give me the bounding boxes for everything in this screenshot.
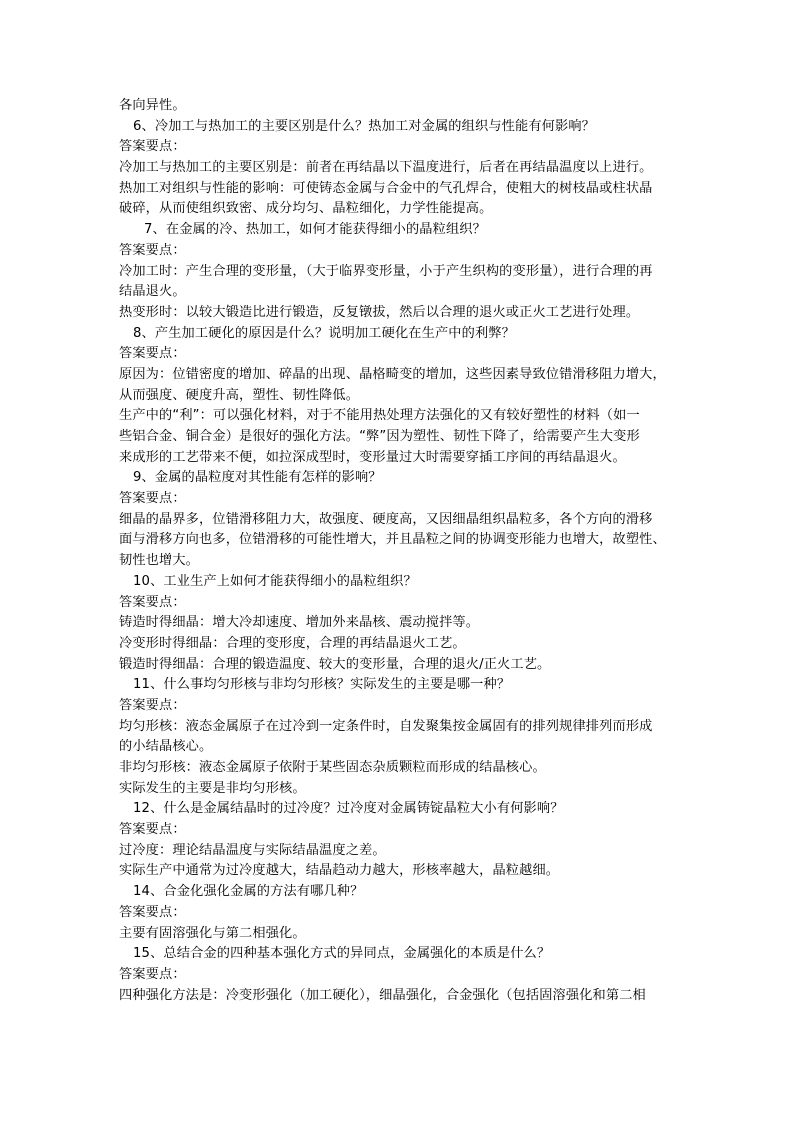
question-heading: 15、总结合金的四种基本强化方式的异同点，金属强化的本质是什么？ (133, 946, 551, 962)
body-text-line: 实际发生的主要是非均匀形核。 (119, 780, 306, 796)
body-text-line: 面与滑移方向也多，位错滑移的可能性增大，并且晶粒之间的协调变形能力也增大，故塑性、 (119, 532, 666, 548)
body-text-line: 均匀形核：液态金属原子在过冷到一定条件时，自发聚集按金属固有的排列规律排列而形成 (119, 718, 653, 734)
question-heading: 12、什么是金属结晶时的过冷度？过冷度对金属铸锭晶粒大小有何影响？ (133, 801, 564, 817)
answer-label: 答案要点： (119, 242, 186, 258)
body-text-line: 主要有固溶强化与第二相强化。 (119, 925, 306, 941)
question-heading: 6、冷加工与热加工的主要区别是什么？热加工对金属的组织与性能有何影响？ (133, 118, 596, 134)
question-heading: 11、什么事均匀形核与非均匀形核？实际发生的主要是哪一种？ (133, 677, 511, 693)
body-text-line: 铸造时得细晶：增大冷却速度、增加外来晶核、震动搅拌等。 (119, 615, 480, 631)
question-heading: 10、工业生产上如何才能获得细小的晶粒组织？ (133, 573, 417, 589)
answer-label: 答案要点： (119, 697, 186, 713)
body-text-line: 锻造时得细晶：合理的锻造温度、较大的变形量，合理的退火/正火工艺。 (119, 656, 551, 672)
body-text-line: 破碎，从而使组织致密、成分均匀、晶粒细化，力学性能提高。 (119, 201, 493, 217)
body-text-line: 实际生产中通常为过冷度越大，结晶趋动力越大，形核率越大，晶粒越细。 (119, 863, 560, 879)
body-text-line: 细晶的晶界多，位错滑移阻力大，故强度、硬度高，又因细晶组织晶粒多，各个方向的滑移 (119, 511, 653, 527)
body-text-line: 原因为：位错密度的增加、碎晶的出现、晶格畸变的增加，这些因素导致位错滑移阻力增大， (119, 366, 666, 382)
answer-label: 答案要点： (119, 966, 186, 982)
body-text-line: 韧性也增大。 (119, 553, 200, 569)
body-text-line: 生产中的“利”：可以强化材料，对于不能用热处理方法强化的又有较好塑性的材料（如一 (119, 408, 640, 424)
question-heading: 14、合金化强化金属的方法有哪几种？ (133, 884, 364, 900)
body-text-line: 热变形时：以较大锻造比进行锻造，反复镦拔，然后以合理的退火或正火工艺进行处理。 (119, 304, 640, 320)
question-heading: 8、产生加工硬化的原因是什么？说明加工硬化在生产中的利弊？ (133, 325, 515, 341)
body-text-line: 过冷度：理论结晶温度与实际结晶温度之差。 (119, 842, 386, 858)
answer-label: 答案要点： (119, 139, 186, 155)
answer-label: 答案要点： (119, 594, 186, 610)
body-text-line: 些铝合金、铜合金）是很好的强化方法。“弊”因为塑性、韧性下降了，给需要产生大变形 (119, 429, 640, 444)
body-text-line: 热加工对组织与性能的影响：可使铸态金属与合金中的气孔焊合，使粗大的树枝晶或柱状晶 (119, 180, 653, 196)
answer-label: 答案要点： (119, 822, 186, 838)
answer-label: 答案要点： (119, 346, 186, 362)
body-text-line: 的小结晶核心。 (119, 739, 213, 755)
answer-label: 答案要点： (119, 904, 186, 920)
body-text-line: 四种强化方法是：冷变形强化（加工硬化），细晶强化，合金强化（包括固溶强化和第二相 (119, 987, 646, 1003)
body-text-line: 冷加工与热加工的主要区别是：前者在再结晶以下温度进行，后者在再结晶温度以上进行。 (119, 160, 653, 176)
body-text-line: 非均匀形核：液态金属原子依附于某些固态杂质颗粒而形成的结晶核心。 (119, 760, 546, 775)
body-text-line: 冷变形时得细晶：合理的变形度，合理的再结晶退火工艺。 (119, 635, 466, 651)
body-text-line: 来成形的工艺带来不便，如拉深成型时，变形量过大时需要穿插工序间的再结晶退火。 (119, 449, 626, 465)
body-text-line: 冷加工时：产生合理的变形量，（大于临界变形量，小于产生织构的变形量），进行合理的再 (119, 263, 653, 279)
body-text-line: 各向异性。 (119, 98, 186, 113)
answer-label: 答案要点： (119, 491, 186, 507)
body-text-line: 结晶退火。 (119, 284, 186, 300)
body-text-line: 从而强度、硬度升高，塑性、韧性降低。 (119, 387, 360, 403)
question-heading: 7、在金属的冷、热加工，如何才能获得细小的晶粒组织？ (144, 222, 486, 238)
question-heading: 9、金属的晶粒度对其性能有怎样的影响？ (133, 470, 382, 486)
